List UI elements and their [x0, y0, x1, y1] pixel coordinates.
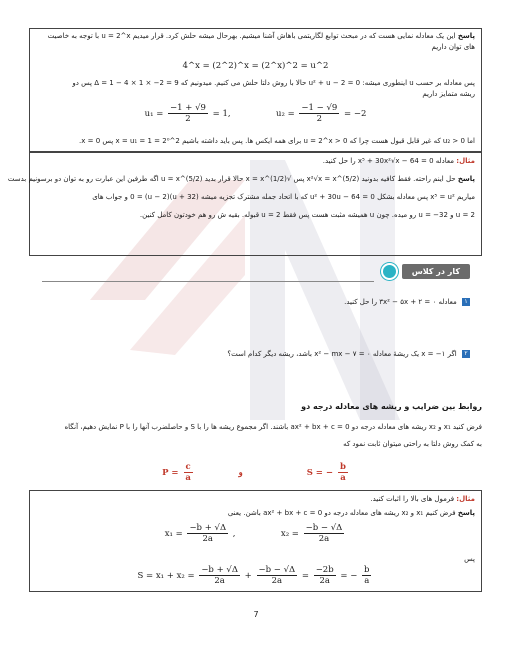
- section-title: روابط بین ضرایب و ریشه های معادله درجه دو: [301, 402, 482, 411]
- example-answer-line-1: پاسخ حل اینم راحته. فقط کافیه بدونید x²√x = x^(5/2) پس √x = x^(1/2) حالا قرار بدید u = x^(5/2) اگه طرفین این عبارت رو به توان دو برسونیم بدست: [7, 175, 475, 183]
- classwork-rule: [42, 281, 374, 282]
- classwork-header: [381, 262, 470, 280]
- roots-x: x₁ = $\frac{-b + √\Delta}{2a}$ , x₂ = $\frac{-b - √\Delta}{2a}$: [164, 523, 343, 544]
- answer-line-5: اما 0 < u₂ که غیر قابل قبول هست چرا که u = 2^x > 0 برای همه ایکس ها. پس باید داشته باشیم 2^x = u₁ = 1 = 2⁰ پس x = 0.: [79, 137, 475, 145]
- answer-line-2: های توان داریم: [431, 43, 475, 51]
- sum-derivation: S = x₁ + x₂ = $\frac{-b + √\Delta}{2a}$ + $\frac{-b - √\Delta}{2a}$ = $\frac{-2b}{2a}$ = − $\frac{b}{a}$: [137, 565, 370, 586]
- relations-paragraph-2: به کمک روش دلتا به راحتی میتوان ثابت نمود که: [343, 440, 482, 448]
- question-1: ۱ معادله ۳x² − ۵x + ۲ = ۰ را حل کنید.: [344, 298, 470, 307]
- classwork-title: کار در کلاس: [402, 264, 470, 279]
- answer-line-1: پاسخ این یک معادله نمایی هست که در مبحث توابع لگاریتمی باهاش آشنا میشیم. بهرحال میشه حلش کرد. قرار میدیم u = 2^x با توجه به خاصیت: [47, 32, 475, 40]
- question-2: ۲ اگر x = −۱ یک ریشهٔ معادله x² − mx − ۷ = ۰ باشد، ریشه دیگر کدام است؟: [227, 350, 470, 359]
- example-answer-line: پاسخ فرض کنیم x₁ و x₂ ریشه های معادله درجه دو ax² + bx + c = 0 باشن. یعنی: [227, 509, 475, 517]
- answer-box-exponential: [29, 28, 482, 152]
- example-answer-line-3: u = 2 و u = −32 رو میده. چون u همیشه مثبت هست پس فقط u = 2 قبوله. بقیه ش رو هم خودتون کامل کنین.: [139, 211, 475, 219]
- product-formula: P = $\frac{c}{a}$: [162, 462, 191, 483]
- question-number-badge: ۱: [462, 298, 470, 306]
- then-word: پس: [464, 555, 475, 563]
- sum-formula: S = − $\frac{b}{a}$: [306, 462, 346, 483]
- question-number-badge: ۲: [462, 350, 470, 358]
- page-number: 7: [253, 610, 259, 619]
- equation-4x: 4^x = (2^2)^x = (2^x)^2 = u^2: [182, 61, 329, 71]
- example-title: مثال: معادله x⁵ + 30x²√x − 64 = 0 را حل کنید.: [322, 157, 475, 165]
- u1-fraction: $\frac{-1 + √9}{2}$: [170, 103, 206, 124]
- roots-u: u₁ = $\frac{-1 + √9}{2}$ = 1, u₂ = $\frac{-1 - √9}{2}$ = −2: [144, 103, 367, 124]
- u2-fraction: $\frac{-1 - √9}{2}$: [301, 103, 338, 124]
- example-answer-line-2: میاریم x⁵ = u² پس معادله بشکل u² + 30u − 64 = 0 که با اتحاد جمله مشترک تجزیه میشه (u + 32)(u − 2) = 0 و جواب های: [92, 193, 475, 201]
- answer-line-3: پس معادله بر حسب u اینطوری میشه: u² + u − 2 = 0 حالا با روش دلتا حلش می کنیم. میدونیم که Δ = 1 − 4 × 1 × −2 = 9 پس دو: [72, 79, 475, 87]
- answer-line-4: ریشه متمایز داریم: [422, 90, 475, 98]
- answer-label: پاسخ: [457, 32, 475, 40]
- and-word: و: [238, 468, 243, 478]
- example-box-radical: [7, 152, 482, 256]
- example-title: مثال: فرمول های بالا را اثبات کنید.: [370, 495, 475, 503]
- relations-paragraph-1: فرض کنید x₁ و x₂ ریشه های معادله درجه دو ax² + bx + c = 0 باشند. اگر مجموع ریشه ها را با S و حاصلضرب آنها را با P نمایش دهیم، آنگاه: [64, 423, 482, 431]
- vieta-formulas: [0, 462, 512, 484]
- circle-bullet-icon: [381, 263, 398, 280]
- example-box-vieta: [29, 490, 482, 592]
